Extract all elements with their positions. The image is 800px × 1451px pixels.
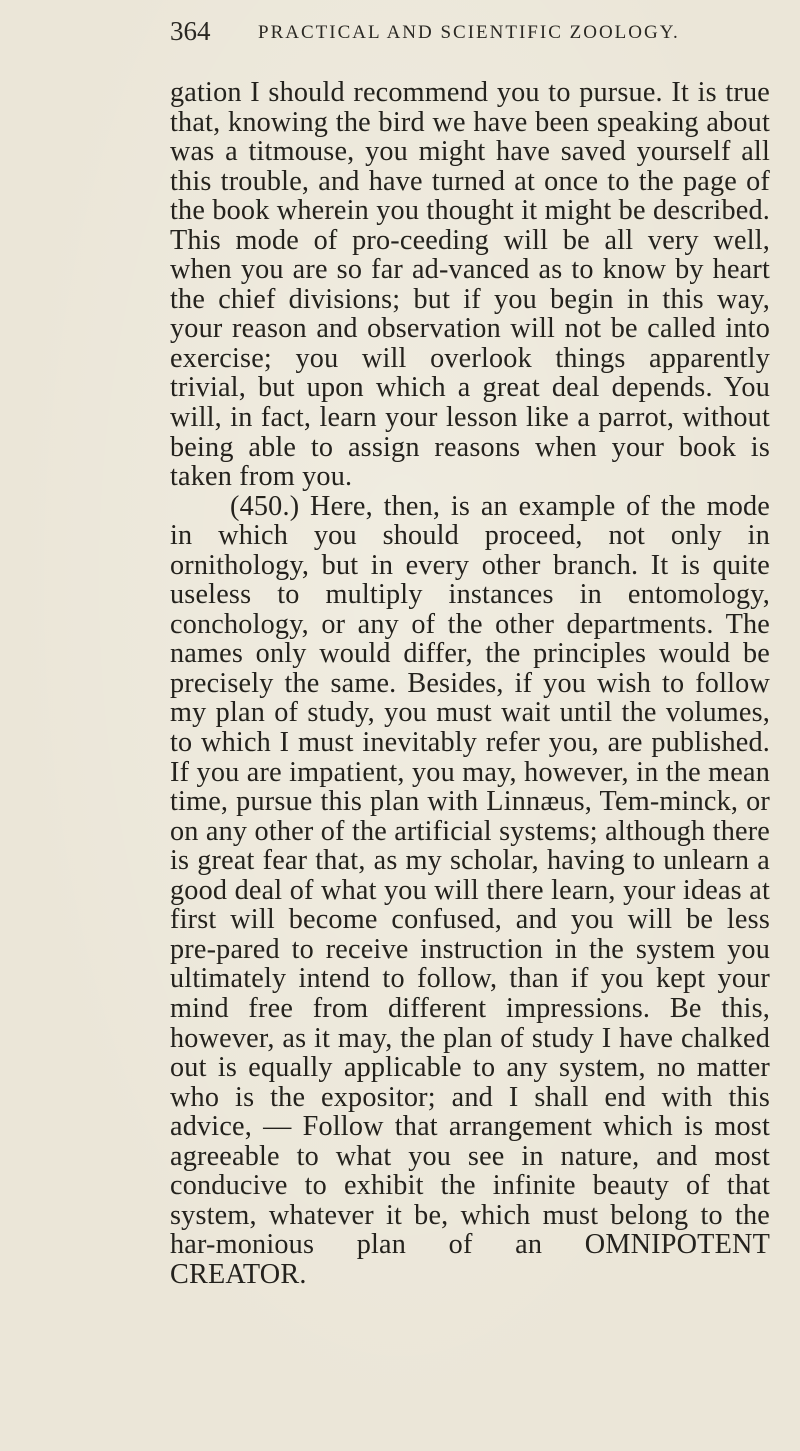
page-number: 364 bbox=[170, 16, 211, 46]
running-title: PRACTICAL AND SCIENTIFIC ZOOLOGY. bbox=[258, 22, 680, 43]
paragraph-450: (450.) Here, then, is an example of the mode in which you should proceed, not only in ornithology, but in every other branch. It is quite useless to multiply instances in entomology, conchology, or any of the other departments. The names only would differ, the principles would be precisely the same. Besides, if you wish to follow my plan of study, you must wait until the volumes, to which I must inevitably refer you, are published. If you are impatient, you may, however, in the mean time, pursue this plan with Linnæus, Tem-minck, or on any other of the artificial systems; although there is great fear that, as my scholar, having to unlearn a good deal of what you will there learn, your ideas at first will become confused, and you will be less pre-pared to receive instruction in the system you ultimately intend to follow, than if you kept your mind free from different impressions. Be this, however, as it may, the plan of study I have chalked out is equally applicable to any system, no matter who is the expositor; and I shall end with this advice, — Follow that arrangement which is most agreeable to what you see in nature, and most conducive to exhibit the infinite beauty of that system, whatever it be, which must belong to the har-monious plan of an OMNIPOTENT CREATOR. bbox=[170, 490, 770, 1290]
body-text bbox=[170, 78, 770, 1289]
paragraph-continued: gation I should recommend you to pursue. It is true that, knowing the bird we have been speaking about was a titmouse, you might have saved yourself all this trouble, and have turned at once to the page of the book wherein you thought it might be described. This mode of pro-ceeding will be all very well, when you are so far ad-vanced as to know by heart the chief divisions; but if you begin in this way, your reason and observation will not be called into exercise; you will overlook things apparently trivial, but upon which a great deal depends. You will, in fact, learn your lesson like a parrot, without being able to assign reasons when your book is taken from you. bbox=[170, 77, 770, 493]
